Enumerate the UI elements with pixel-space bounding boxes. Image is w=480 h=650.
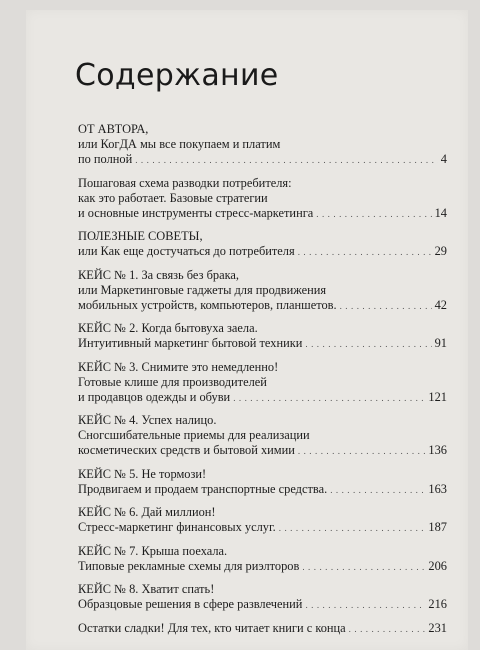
toc-page-number: 121 — [428, 389, 447, 404]
toc-page-number: 216 — [428, 597, 447, 611]
toc-entry — [78, 268, 447, 313]
dot-leader — [305, 336, 431, 351]
toc-entry — [78, 176, 447, 221]
toc-entry-line — [78, 520, 447, 535]
toc-entry-line — [78, 621, 447, 636]
dot-leader — [349, 621, 426, 636]
toc-entry-text: по полной — [78, 152, 133, 166]
toc-entry — [78, 544, 447, 574]
toc-entry-text: КЕЙС № 7. Крыша поехала. — [78, 543, 228, 558]
toc-page-number: 206 — [428, 558, 447, 573]
dot-leader — [340, 298, 432, 313]
dot-leader — [135, 152, 438, 167]
toc-entry — [78, 621, 447, 636]
dot-leader — [298, 443, 426, 458]
dot-leader — [233, 390, 425, 405]
toc-page-number: 4 — [440, 152, 447, 166]
toc-entry-text: Интуитивный маркетинг бытовой техники — [78, 336, 303, 350]
toc-entry-text: КЕЙС № 6. Дай миллион! — [78, 505, 216, 519]
toc-entry-text: Стресс-маркетинг финансовых услуг. — [78, 520, 276, 534]
dot-leader — [305, 597, 425, 612]
toc-entry-text: КЕЙС № 4. Успех налицо. — [78, 413, 217, 427]
toc-entry-text: КЕЙС № 2. Когда бытовуха заела. — [78, 321, 258, 335]
toc-entry — [78, 360, 447, 405]
toc-entry-text: мобильных устройств, компьютеров, планшетов. — [78, 297, 337, 312]
toc-entry-line — [78, 443, 447, 458]
toc-entry-text: Типовые рекламные схемы для риэлторов — [78, 558, 300, 573]
toc-page-number: 29 — [434, 244, 447, 258]
toc-entry-text: КЕЙС № 5. Не тормози! — [78, 466, 207, 481]
toc-entry-line — [78, 336, 447, 351]
toc-entry-text: Готовые клише для производителей — [78, 374, 267, 389]
book-page — [26, 10, 468, 650]
toc-entry-line — [78, 559, 447, 574]
toc-entry — [78, 122, 447, 167]
toc-page-number: 136 — [428, 443, 447, 457]
toc-entry-text: или КогДА мы все покупаем и платим — [78, 137, 281, 151]
toc-entry-text: КЕЙС № 1. За связь без брака, — [78, 267, 239, 282]
toc-entry-line — [78, 390, 447, 405]
page-title: Содержание — [75, 58, 279, 93]
toc-entry — [78, 413, 447, 458]
toc-entry-text: ОТ АВТОРА, — [78, 122, 149, 136]
toc-page-number: 14 — [434, 205, 447, 220]
dot-leader — [279, 520, 426, 535]
toc-page-number: 163 — [428, 481, 447, 496]
toc-entry — [78, 505, 447, 535]
toc-entry-text: и продавцов одежды и обуви — [78, 389, 231, 404]
toc-entry-line — [78, 482, 447, 497]
toc-entry-line — [78, 244, 447, 259]
toc-page-number: 187 — [428, 520, 447, 534]
dot-leader — [298, 244, 432, 259]
toc-entry-text: Сногсшибательные приемы для реализации — [78, 428, 310, 442]
table-of-contents — [78, 122, 447, 644]
toc-entry-text: Образцовые решения в сфере развлечений — [78, 597, 303, 611]
toc-entry-line — [78, 206, 447, 221]
toc-entry-text: КЕЙС № 3. Снимите это немедленно! — [78, 359, 279, 374]
toc-entry-text: Остатки сладки! Для тех, кто читает книги с конца — [78, 620, 346, 635]
toc-entry — [78, 467, 447, 497]
toc-entry-text: косметических средств и бытовой химии — [78, 443, 295, 457]
toc-page-number: 91 — [434, 336, 447, 350]
toc-entry-text: ПОЛЕЗНЫЕ СОВЕТЫ, — [78, 229, 203, 243]
dot-leader — [316, 206, 431, 221]
toc-entry-line — [78, 152, 447, 167]
toc-entry-text: как это работает. Базовые стратегии — [78, 190, 268, 205]
toc-entry — [78, 582, 447, 612]
toc-entry-line — [78, 597, 447, 612]
toc-entry-text: или Как еще достучаться до потребителя — [78, 244, 295, 258]
toc-entry — [78, 229, 447, 259]
dot-leader — [302, 559, 425, 574]
toc-entry — [78, 321, 447, 351]
toc-entry-text: или Маркетинговые гаджеты для продвижения — [78, 282, 327, 297]
toc-entry-text: Пошаговая схема разводки потребителя: — [78, 175, 292, 190]
toc-entry-text: Продвигаем и продаем транспортные средства. — [78, 481, 328, 496]
dot-leader — [330, 482, 425, 497]
toc-page-number: 42 — [434, 297, 447, 312]
toc-entry-text: КЕЙС № 8. Хватит спать! — [78, 582, 215, 596]
toc-entry-line — [78, 298, 447, 313]
toc-entry-text: и основные инструменты стресс-маркетинга — [78, 205, 314, 220]
toc-page-number: 231 — [428, 620, 447, 635]
